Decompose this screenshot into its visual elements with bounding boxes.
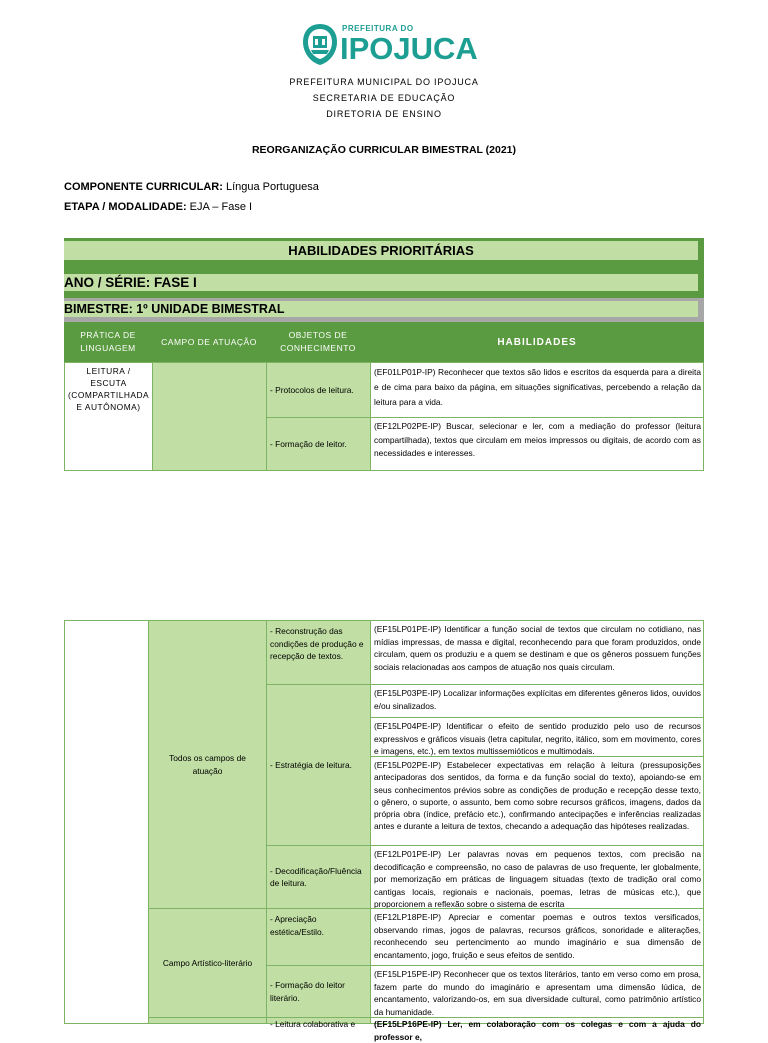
habilidade-ef15lp03: (EF15LP03PE-IP) Localizar informações explícitas em diferentes gêneros lidos, ouvidos e/ou sinalizados. [370, 684, 704, 718]
col-header-campo: CAMPO DE ATUAÇÃO [161, 336, 257, 347]
componente-curricular [64, 181, 319, 193]
col-header-pratica: PRÁTICA DE LINGUAGEM [80, 330, 136, 353]
etapa-modalidade [64, 201, 252, 213]
habilidade-ef15lp15: (EF15LP15PE-IP) Reconhecer que os textos literários, tanto em verso como em prosa, fazem parte do mundo do imaginário e apresentam uma dimensão lúdica, de encantamento, valorizando-os, em sua diversidade cultural, como patrimônio artístico da humanidade. [370, 965, 704, 1018]
componente-value: Língua Portuguesa [222, 181, 319, 193]
habilidade-ef12lp18: (EF12LP18PE-IP) Apreciar e comentar poemas e outros textos versificados, observando rimas, jogos de palavras, recursos gráficos, sonoridade e aliterações, reconhecendo seu pertencimento ao mundo imaginário e sua dimensão de encantamento, jogo, fruição e seus efeitos de sentido. [370, 908, 704, 966]
objeto-estrategia-leitura: - Estratégia de leitura. [266, 684, 371, 846]
campo-todos: Todos os campos de atuação [148, 620, 267, 909]
objeto-apreciacao-estetica: - Apreciação estética/Estilo. [266, 908, 371, 966]
etapa-value: EJA – Fase I [186, 201, 253, 213]
objeto-formacao-leitor: - Formação de leitor. [266, 417, 371, 471]
objeto-reconstrucao: - Reconstrução das condições de produção e recepção de textos. [266, 620, 371, 685]
objeto-protocolos: - Protocolos de leitura. [266, 362, 371, 418]
city-seal-icon [300, 22, 340, 66]
campo-artistico-literario: Campo Artístico-literário [148, 908, 267, 1018]
habilidade-ef15lp01: (EF15LP01PE-IP) Identificar a função social de textos que circulam no cotidiano, nas mídias impressas, de massa e digital, reconhecendo para que foram produzidos, onde circulam, quem os produziu e a quem se destinam e que os gêneros possuem funções sociais relacionadas aos campos de atuação nos quais circulam. [370, 620, 704, 685]
pratica-leitura-escuta: LEITURA / ESCUTA (COMPARTILHADA E AUTÔNOMA) [64, 362, 153, 471]
logo-big-text: IPOJUCA [340, 31, 478, 66]
habilidade-ef01lp01: (EF01LP01P-IP) Reconhecer que textos são lidos e escritos da esquerda para a direita e de cima para baixo da página, em situações significativas, percebendo a relação da leitura para a vida. [370, 362, 704, 418]
habilidade-ef12lp02: (EF12LP02PE-IP) Buscar, selecionar e ler, com a mediação do professor (leitura compartilhada), textos que circulam em meios impressos ou digitais, de acordo com as necessidades e interesses. [370, 417, 704, 471]
habilidade-ef15lp16: (EF15LP16PE-IP) Ler, em colaboração com os colegas e com a ajuda do professor e, [370, 1017, 704, 1024]
campo-cell-empty [152, 362, 267, 471]
ano-serie: ANO / SÉRIE: FASE I [64, 274, 698, 291]
col-header-habilidades: HABILIDADES [497, 336, 577, 348]
col-header-objetos: OBJETOS DE CONHECIMENTO [280, 330, 356, 353]
habilidades-prioritarias-heading: HABILIDADES PRIORITÁRIAS [64, 241, 698, 260]
document-title: REORGANIZAÇÃO CURRICULAR BIMESTRAL (2021) [251, 144, 517, 156]
pratica-cell-empty [64, 620, 149, 1024]
objeto-decodificacao: - Decodificação/Fluência de leitura. [266, 845, 371, 909]
logo-small-text: PREFEITURA DO [342, 24, 414, 33]
ipojuca-logo [300, 18, 478, 70]
table1-header-block [64, 238, 704, 362]
campo-cell-next [148, 1017, 267, 1024]
objeto-formacao-leitor-literario: - Formação do leitor literário. [266, 965, 371, 1018]
header-line-3: DIRETORIA DE ENSINO [326, 109, 442, 119]
componente-label: COMPONENTE CURRICULAR: [64, 181, 223, 193]
etapa-label: ETAPA / MODALIDADE: [64, 201, 187, 213]
habilidade-ef15lp04: (EF15LP04PE-IP) Identificar o efeito de sentido produzido pelo uso de recursos expressivos e gráficos visuais (letra capitular, negrito, itálico, som em movimento, cores e imagens, etc.), em textos multissemióticos e multimodais. [370, 717, 704, 757]
bimestre-label: BIMESTRE: 1º UNIDADE BIMESTRAL [64, 301, 698, 317]
header-line-2: SECRETARIA DE EDUCAÇÃO [312, 93, 456, 103]
objeto-leitura-colaborativa: - Leitura colaborativa e [266, 1017, 371, 1024]
bimestre-band [64, 298, 704, 322]
habilidade-ef12lp01: (EF12LP01PE-IP) Ler palavras novas em pequenos textos, com precisão na decodificação e compreensão, no caso de palavras de uso frequente, ler globalmente, por memorização em práticas de linguagem situadas (texto de tradição oral como cantigas locais, regionais e nacionais, poemas, letras de músicas etc.), que proporcionem a reflexão sobre o sistema de escrita [370, 845, 704, 909]
habilidade-ef15lp02: (EF15LP02PE-IP) Estabelecer expectativas em relação à leitura (pressuposições antecipadoras dos sentidos, da forma e da função social do texto), apoiando-se em seus conhecimentos prévios sobre as condições de produção e recepção desse texto, o gênero, o suporte, o assunto, bem como sobre recursos gráficos, imagens, dados da própria obra (índice, prefácio etc.), confirmando antecipações e inferências realizadas antes e durante a leitura de textos, checando a adequação das hipóteses realizadas. [370, 756, 704, 846]
header-line-1: PREFEITURA MUNICIPAL DO IPOJUCA [289, 77, 479, 87]
